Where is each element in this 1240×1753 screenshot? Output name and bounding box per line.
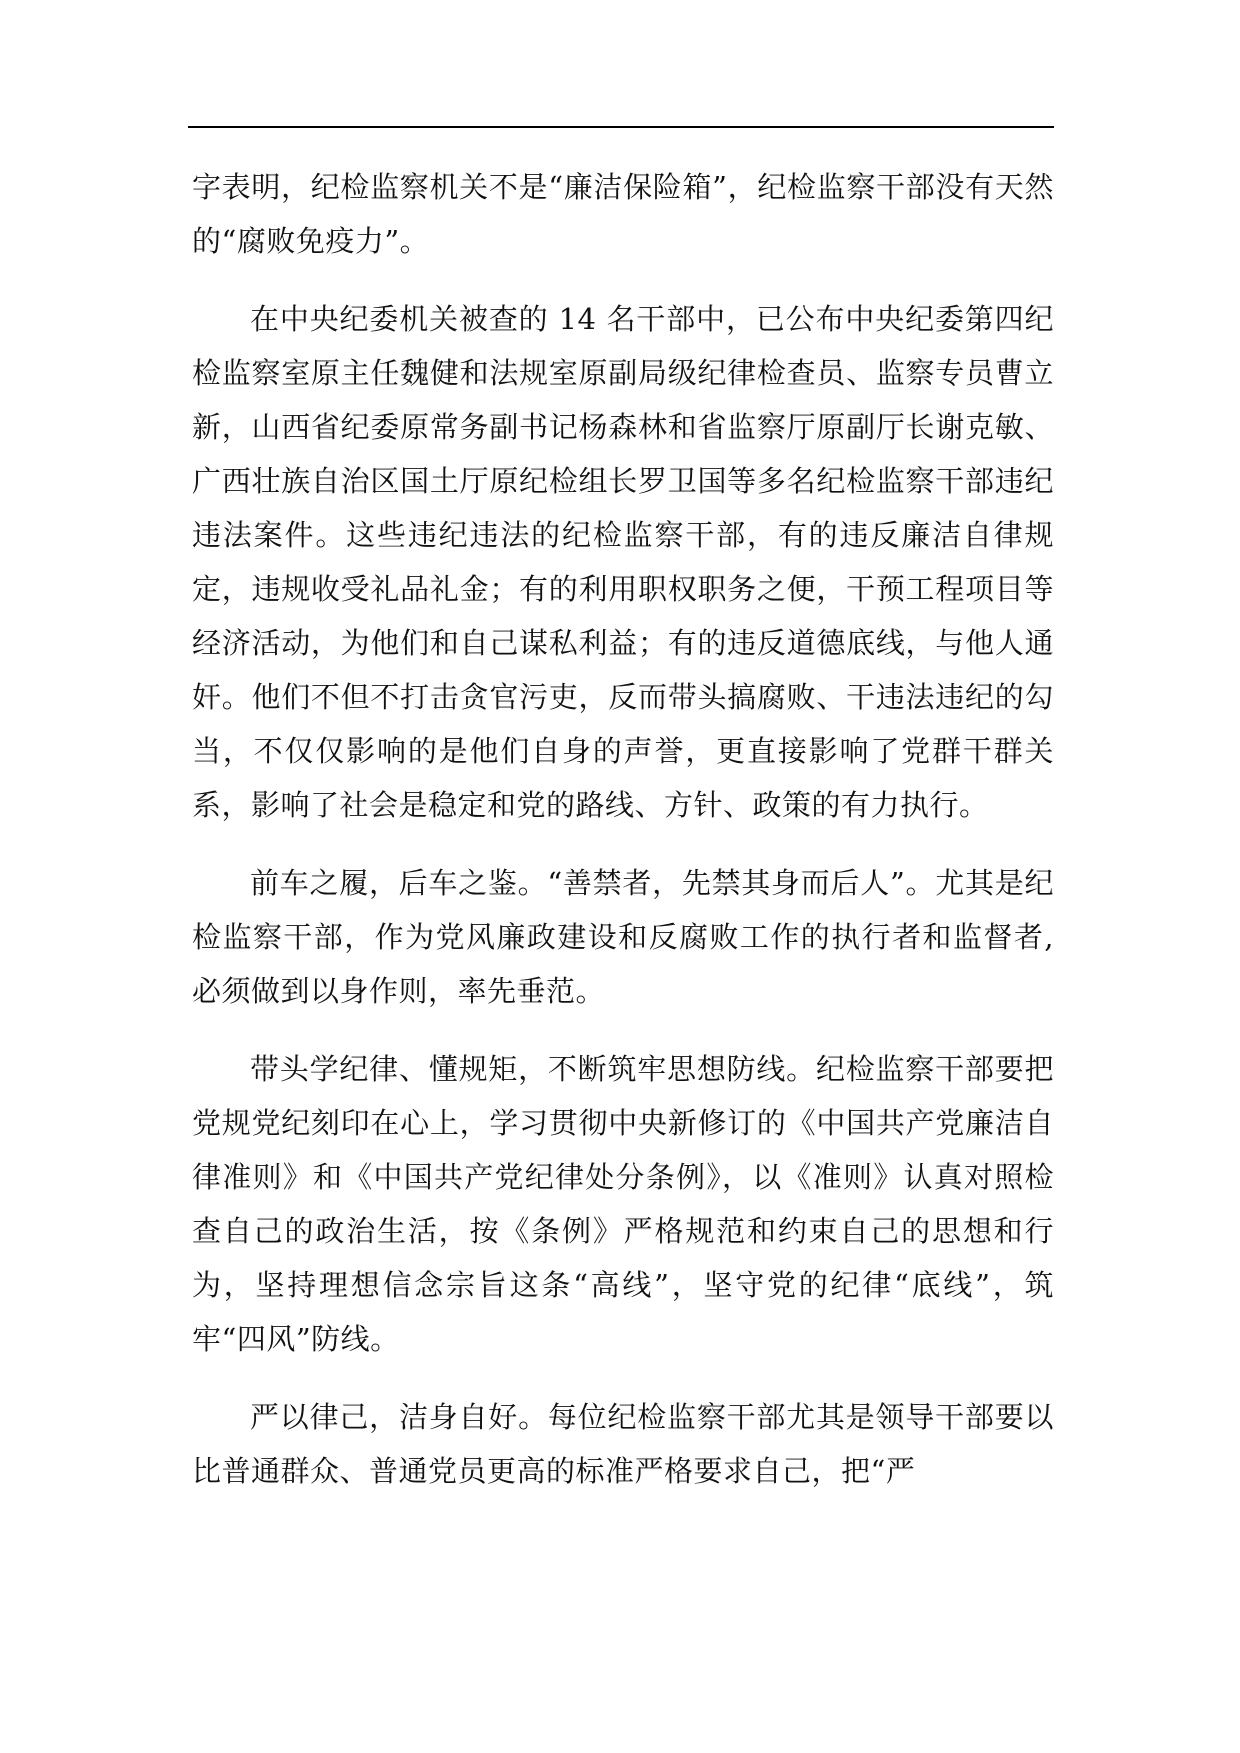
header-rule xyxy=(188,126,1054,128)
paragraph-discipline: 带头学纪律、懂规矩，不断筑牢思想防线。纪检监察干部要把党规党纪刻印在心上，学习贯彻中央新修订的《中国共产党廉洁自律准则》和《中国共产党纪律处分条例》，以《准则》认真对照检查自己的政治生活，按《条例》严格规范和约束自己的思想和行为，坚持理想信念宗旨这条“高线”，坚守党的纪律“底线”，筑牢“四风”防线。 xyxy=(192,1052,1054,1356)
paragraph-self-discipline: 严以律己，洁身自好。每位纪检监察干部尤其是领导干部要以比普通群众、普通党员更高的标准严格要求自己，把“严 xyxy=(192,1400,1054,1488)
document-body xyxy=(192,160,1054,1522)
paragraph-continuation: 字表明，纪检监察机关不是“廉洁保险箱”，纪检监察干部没有天然的“腐败免疫力”。 xyxy=(192,170,1054,258)
paragraph-cases: 在中央纪委机关被查的 14 名干部中，已公布中央纪委第四纪检监察室原主任魏健和法规室原副局级纪律检查员、监察专员曹立新，山西省纪委原常务副书记杨森林和省监察厅原副厅长谢克敏、广西壮族自治区国土厅原纪检组长罗卫国等多名纪检监察干部违纪违法案件。这些违纪违法的纪检监察干部，有的违反廉洁自律规定，违规收受礼品礼金；有的利用职权职务之便，干预工程项目等经济活动，为他们和自己谋私利益；有的违反道德底线，与他人通奸。他们不但不打击贪官污吏，反而带头搞腐败、干违法违纪的勾当，不仅仅影响的是他们自身的声誉，更直接影响了党群干群关系，影响了社会是稳定和党的路线、方针、政策的有力执行。 xyxy=(192,302,1054,822)
paragraph-lesson: 前车之履，后车之鉴。“善禁者，先禁其身而后人”。尤其是纪检监察干部，作为党风廉政建设和反腐败工作的执行者和监督者,必须做到以身作则，率先垂范。 xyxy=(192,866,1054,1008)
